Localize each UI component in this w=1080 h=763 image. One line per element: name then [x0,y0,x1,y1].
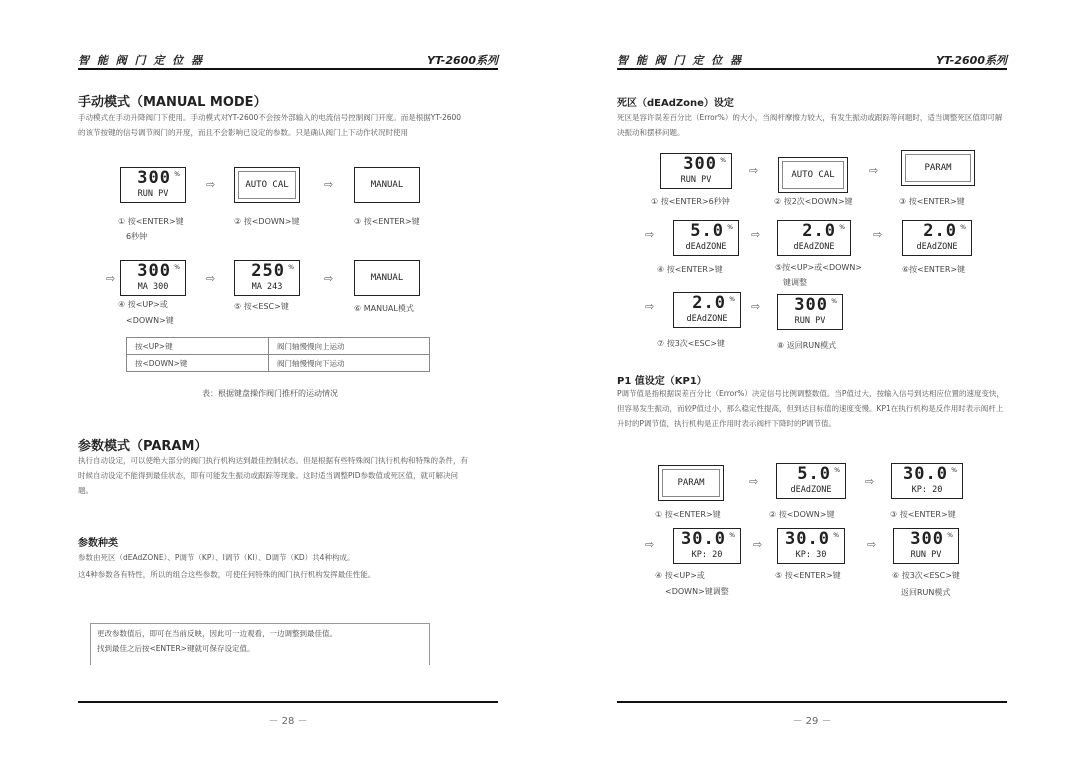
header-title: 智 能 阀 门 定 位 器 [78,54,204,67]
lcd-deadzone-2b: 2.0 % dEAdZONE [902,220,972,256]
section-title-deadzone: 死区（dEAdZone）设定 [617,98,734,109]
note-box [90,623,430,665]
key-table [126,337,430,372]
caption-step-1: ① 按<ENTER>键 [118,217,184,226]
lcd-param: PARAM [658,465,724,501]
arrow-icon: ⇨ [324,272,334,285]
lcd-run-pv: 300 % RUN PV [120,167,186,203]
lcd-manual-mode: MANUAL [354,260,420,296]
page-number: － 28 － [268,716,308,727]
page-header [78,52,498,68]
section-title-kp: P1 值设定（KP1） [617,376,707,387]
arrow-icon: ⇨ [751,228,761,241]
lcd-manual-300: 300 % MA 300 [120,260,186,296]
manual-paragraph: 手动模式在手动升降阀门下使用。手动模式对YT-2600不会按外部输入的电流信号控制阀门开度。而是根据YT-2600的该节按键的信号调节阀门的开度，而且不会影响已设定的参数。只是确认阀门上下动作状况时使用 [78,113,462,137]
caption-step-6: ⑥ MANUAL模式 [354,304,414,313]
lcd-auto-cal: AUTO CAL [234,167,300,203]
arrow-icon: ⇨ [106,272,116,285]
caption-step-2: ② 按<DOWN>键 [234,217,300,226]
arrow-icon: ⇨ [751,300,761,313]
caption-step-5: ⑤ 按<ESC>键 [234,302,289,311]
header-series: YT-2600系列 [935,54,1007,67]
caption-kp-3: ③ 按<ENTER>键 [890,510,956,519]
lcd-deadzone-5: 5.0 % dEAdZONE [673,220,739,256]
footer-rule [78,701,498,703]
table-caption: 表：根据键盘操作阀门推杆的运动情况 [202,389,338,398]
caption-kp-6b: 返回RUN模式 [901,588,951,597]
page-number: － 29 － [792,716,832,727]
caption-dz-3: ③ 按<ENTER>键 [899,197,965,206]
caption-step-4: ④ 按<UP>或 [118,300,168,309]
caption-kp-6: ⑥ 按3次<ESC>键 [892,571,960,580]
arrow-icon: ⇨ [867,538,877,551]
page-28 [78,0,498,763]
section-title-manual: 手动模式（MANUAL MODE） [78,95,267,110]
lcd-param: PARAM [901,150,975,186]
lcd-auto-cal: AUTO CAL [778,157,848,193]
lcd-kp-20a: 30.0 % KP: 20 [891,463,963,499]
deadzone-paragraph: 死区是容许误差百分比（Error%）的大小，当阀杆摩擦力较大，有发生振动或跟踪等问题时，适当调整死区值即可解决振动和摆移问题。 [617,113,1003,137]
caption-dz-1: ① 按<ENTER>6秒钟 [651,197,730,206]
lcd-run-pv: 300 % RUN PV [660,153,732,189]
caption-dz-2: ② 按2次<DOWN>键 [774,197,853,206]
caption-kp-4: ④ 按<UP>或 [655,571,705,580]
lcd-deadzone-2a: 2.0 % dEAdZONE [777,220,851,256]
caption-dz-7: ⑦ 按3次<ESC>键 [657,339,725,348]
note-line-1: 更改参数值后，即可在当前反映，因此可一边观看，一边调整到最佳值。 [97,629,337,638]
footer-rule [617,701,1007,703]
arrow-icon: ⇨ [645,538,655,551]
lcd-deadzone-2c: 2.0 % dEAdZONE [673,292,741,328]
page-header [617,52,1007,68]
page-29 [617,0,1007,763]
header-rule [617,68,1007,70]
caption-dz-6: ⑥按<ENTER>键 [902,265,966,274]
header-rule [78,68,498,70]
header-title: 智 能 阀 门 定 位 器 [617,54,743,67]
arrow-icon: ⇨ [749,164,759,177]
param-paragraph: 执行自动设定，可以使绝大部分的阀门执行机构达到最佳控制状态。但是根据有些特殊阀门执行机构和特殊的条件，有时候自动设定不能得到最佳状态，即有可能发生振动或跟踪等现象。这时适当调整PID参数值或死区值，就可解决问题。 [78,456,468,495]
caption-kp-2: ② 按<DOWN>键 [769,510,835,519]
lcd-run-pv-return: 300 % RUN PV [777,294,843,330]
lcd-run-pv-kp: 300 % RUN PV [893,528,959,564]
note-line-2: 找到最佳之后按<ENTER>键就可保存设定值。 [97,644,255,653]
arrow-icon: ⇨ [645,228,655,241]
caption-kp-5: ⑤ 按<ENTER>键 [775,571,841,580]
caption-dz-5: ⑤按<UP>或<DOWN> [775,263,863,272]
arrow-icon: ⇨ [206,272,216,285]
arrow-icon: ⇨ [869,164,879,177]
table-row: 按<UP>键 阀门轴慢慢向上运动 [127,338,430,355]
kp-paragraph: P调节值是指根据误差百分比（Error%）决定信号比例调整数值。当P值过大，按输入信号到达相应位置的速度变快，但容易发生振动，而较P值过小，那么稳定性提高，但到达目标值的速度变慢。KP1在执行机构是反作用时表示阀杆上升时的P调节值，执行机构是正作用时表示阀杆下降时的P调节值。 [617,389,1004,428]
arrow-icon: ⇨ [873,228,883,241]
kinds-paragraph-1: 参数由死区（dEAdZONE）、P调节（KP）、I调节（KI）、D调节（KD）共4种构成。 [78,553,355,562]
caption-step-1b: 6秒钟 [126,232,148,241]
caption-step-3: ③ 按<ENTER>键 [354,217,420,226]
header-series: YT-2600系列 [426,54,498,67]
caption-step-4b: <DOWN>键 [126,316,174,325]
table-row: 按<DOWN>键 阀门轴慢慢向下运动 [127,355,430,372]
lcd-manual-250: 250 % MA 243 [234,260,300,296]
caption-kp-4b: <DOWN>键调整 [665,587,729,596]
lcd-manual: MANUAL [354,167,420,203]
caption-kp-1: ① 按<ENTER>键 [655,510,721,519]
caption-dz-4: ④ 按<ENTER>键 [657,265,723,274]
arrow-icon: ⇨ [645,300,655,313]
lcd-deadzone: 5.0 % dEAdZONE [776,463,846,499]
arrow-icon: ⇨ [865,475,875,488]
kinds-paragraph-2: 这4种参数各有特性，所以的组合这些参数，可使任何特殊的阀门执行机构发挥最佳性能。 [78,570,376,579]
caption-dz-5b: 键调整 [783,278,807,287]
arrow-icon: ⇨ [749,475,759,488]
section-title-kinds: 参数种类 [78,538,118,549]
section-title-param: 参数模式（PARAM） [78,439,208,454]
caption-dz-8: ⑧ 返回RUN模式 [777,341,837,350]
arrow-icon: ⇨ [753,538,763,551]
arrow-icon: ⇨ [324,178,334,191]
lcd-kp-20b: 30.0 % KP: 20 [673,528,741,564]
lcd-kp-30: 30.0 % KP: 30 [777,528,845,564]
arrow-icon: ⇨ [206,178,216,191]
